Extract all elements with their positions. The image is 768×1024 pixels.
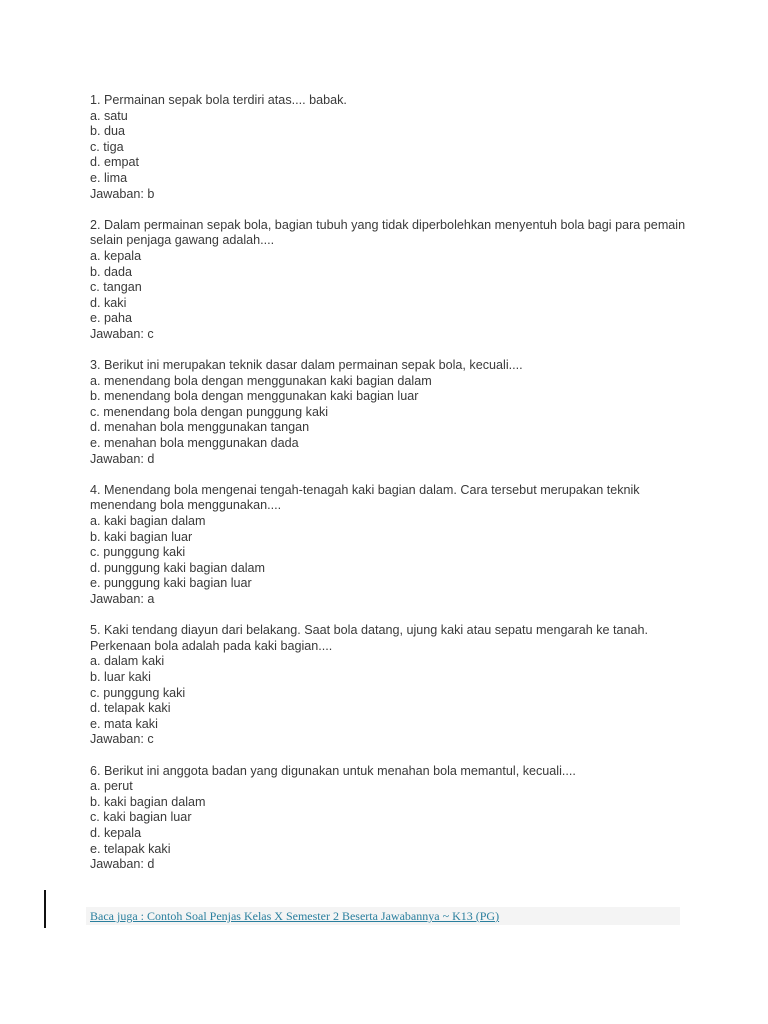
related-article-link[interactable]: Baca juga : Contoh Soal Penjas Kelas X Semester 2 Beserta Jawabannya ~ K13 (PG): [90, 909, 500, 923]
option-c: c. menendang bola dengan punggung kaki: [90, 404, 329, 419]
option-b: b. kaki bagian luar: [90, 529, 193, 544]
option-a: a. menendang bola dengan menggunakan kaki bagian dalam: [90, 373, 432, 388]
answer-key: Jawaban: a: [90, 592, 155, 606]
option-d: d. kepala: [90, 825, 142, 840]
related-link-bar: [86, 907, 680, 925]
question-text: 3. Berikut ini merupakan teknik dasar dalam permainan sepak bola, kecuali....: [90, 358, 523, 373]
question-text: 4. Menendang bola mengenai tengah-tenagah kaki bagian dalam. Cara tersebut merupakan teknik menendang bola menggunakan....: [90, 482, 640, 513]
question-text: 5. Kaki tendang diayun dari belakang. Saat bola datang, ujung kaki atau sepatu mengarah ke tanah. Perkenaan bola adalah pada kaki bagian....: [90, 623, 649, 653]
option-c: c. tiga: [90, 139, 124, 154]
option-a: a. kepala: [90, 248, 142, 263]
text-cursor-bar: [44, 890, 46, 928]
option-b: b. dua: [90, 124, 126, 139]
option-e: e. punggung kaki bagian luar: [90, 576, 252, 591]
option-c: c. punggung kaki: [90, 545, 186, 560]
answer-key: Jawaban: c: [90, 732, 154, 747]
answer-key: Jawaban: b: [90, 186, 155, 201]
option-e: e. paha: [90, 311, 133, 326]
option-d: d. menahan bola menggunakan tangan: [90, 420, 310, 435]
option-e: e. lima: [90, 170, 128, 185]
option-c: c. punggung kaki: [90, 685, 186, 700]
option-e: e. telapak kaki: [90, 841, 171, 856]
option-d: d. empat: [90, 155, 140, 170]
question-4: [90, 483, 690, 608]
question-text: 1. Permainan sepak bola terdiri atas.... babak.: [90, 93, 347, 107]
option-e: e. menahan bola menggunakan dada: [90, 436, 299, 451]
option-a: a. perut: [90, 779, 133, 794]
option-d: d. telapak kaki: [90, 701, 171, 716]
option-c: c. kaki bagian luar: [90, 810, 192, 825]
option-a: a. kaki bagian dalam: [90, 514, 206, 529]
question-5: [90, 623, 690, 748]
option-b: b. luar kaki: [90, 669, 151, 684]
answer-key: Jawaban: d: [90, 857, 155, 872]
answer-key: Jawaban: d: [90, 451, 155, 466]
answer-key: Jawaban: c: [90, 326, 154, 341]
option-a: a. satu: [90, 108, 128, 123]
option-d: d. kaki: [90, 295, 127, 310]
option-e: e. mata kaki: [90, 716, 158, 731]
option-b: b. dada: [90, 264, 133, 279]
quiz-content: [90, 93, 690, 888]
question-3: [90, 358, 690, 467]
option-b: b. kaki bagian dalam: [90, 794, 206, 809]
question-1: [90, 93, 690, 202]
question-text: 6. Berikut ini anggota badan yang digunakan untuk menahan bola memantul, kecuali....: [90, 763, 576, 778]
question-6: [90, 764, 690, 873]
option-c: c. tangan: [90, 280, 142, 295]
option-d: d. punggung kaki bagian dalam: [90, 560, 266, 575]
question-text: 2. Dalam permainan sepak bola, bagian tubuh yang tidak diperbolehkan menyentuh bola bagi para pemain selain penjaga gawang adalah....: [90, 217, 686, 248]
question-2: [90, 218, 690, 343]
option-b: b. menendang bola dengan menggunakan kaki bagian luar: [90, 389, 419, 404]
option-a: a. dalam kaki: [90, 654, 165, 669]
